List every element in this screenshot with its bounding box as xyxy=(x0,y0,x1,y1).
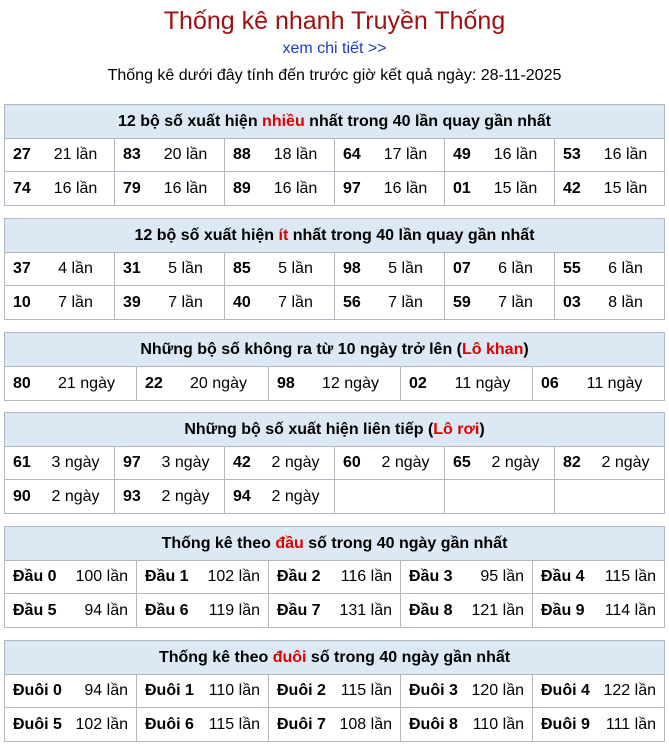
stat-number: 49 xyxy=(453,146,471,163)
heading-text: ) xyxy=(523,341,529,358)
stat-count: 94 lần xyxy=(84,682,128,699)
stat-number: 79 xyxy=(123,179,141,197)
stat-count: 115 lần xyxy=(340,682,392,699)
stat-number: Đuôi 0 xyxy=(13,682,62,699)
stat-count: 95 lần xyxy=(480,568,524,585)
stat-number: Đầu 2 xyxy=(277,568,321,585)
heading-highlight: ít xyxy=(278,227,289,244)
stat-cell xyxy=(137,594,269,627)
heading-text: Thống kê theo xyxy=(158,649,273,666)
stat-cell xyxy=(555,139,664,171)
stat-count: 2 ngày xyxy=(271,487,320,505)
stat-number: Đầu 4 xyxy=(541,568,585,585)
stat-cell xyxy=(445,447,555,479)
stat-count: 110 lần xyxy=(472,715,524,733)
stat-cell xyxy=(533,675,664,707)
stat-number: 85 xyxy=(233,260,251,277)
stat-count: 16 lần xyxy=(53,179,98,197)
stat-cell xyxy=(445,172,555,205)
page-subtitle: Thống kê dưới đây tính đến trước giờ kết quả ngày: 28-11-2025 xyxy=(107,67,562,84)
stat-cell xyxy=(137,675,269,707)
stat-number: 65 xyxy=(453,454,471,471)
stat-count: 8 lần xyxy=(608,293,643,311)
stat-cell xyxy=(5,480,115,513)
heading-text: ) xyxy=(479,421,485,438)
most-frequent-section xyxy=(4,104,665,206)
stat-cell xyxy=(335,172,445,205)
section-heading xyxy=(5,527,664,561)
stat-count: 7 lần xyxy=(388,293,423,311)
stat-number: 59 xyxy=(453,293,471,311)
stat-count: 17 lần xyxy=(383,146,428,163)
stat-count: 16 lần xyxy=(273,179,318,197)
table-row xyxy=(5,594,664,627)
section-heading xyxy=(5,105,664,139)
heading-text: 12 bộ số xuất hiện xyxy=(134,227,279,244)
heading-highlight: đầu xyxy=(275,535,304,552)
least-frequent-section xyxy=(4,218,665,320)
stat-cell xyxy=(269,675,401,707)
stat-count: 115 lần xyxy=(604,568,656,585)
section-heading xyxy=(5,219,664,253)
heading-text: nhất trong 40 lần quay gần nhất xyxy=(304,113,551,130)
stat-number: 53 xyxy=(563,146,581,163)
stat-cell xyxy=(5,447,115,479)
stat-count: 7 lần xyxy=(498,293,533,311)
stat-number: 83 xyxy=(123,146,141,163)
stat-count: 16 lần xyxy=(603,146,648,163)
stat-cell xyxy=(225,480,335,513)
stat-cell xyxy=(115,286,225,319)
stat-count: 119 lần xyxy=(208,601,260,619)
stat-cell xyxy=(5,594,137,627)
stat-cell xyxy=(5,286,115,319)
stat-number: 55 xyxy=(563,260,581,277)
stat-count: 110 lần xyxy=(208,682,260,699)
stat-number: 42 xyxy=(233,454,251,471)
stat-cell xyxy=(555,480,664,513)
stat-count: 6 lần xyxy=(498,260,533,277)
stat-count: 5 lần xyxy=(278,260,313,277)
stat-cell xyxy=(137,561,269,593)
stat-cell xyxy=(115,172,225,205)
stat-number: 80 xyxy=(13,374,31,392)
table-row xyxy=(5,139,664,172)
stat-count: 4 lần xyxy=(58,260,93,277)
stat-number: Đầu 8 xyxy=(409,601,453,619)
stat-cell xyxy=(5,253,115,285)
stat-cell xyxy=(335,139,445,171)
stat-cell xyxy=(225,139,335,171)
table-row xyxy=(5,708,664,741)
stat-cell xyxy=(401,367,533,400)
stat-count: 102 lần xyxy=(207,568,260,585)
stat-count: 16 lần xyxy=(163,179,208,197)
stat-cell xyxy=(401,675,533,707)
stat-cell xyxy=(5,172,115,205)
stat-count: 7 lần xyxy=(278,293,313,311)
stat-number: 93 xyxy=(123,487,141,505)
stat-cell xyxy=(137,367,269,400)
stat-cell xyxy=(269,367,401,400)
stat-count: 2 ngày xyxy=(271,454,320,471)
heading-text: nhất trong 40 lần quay gần nhất xyxy=(288,227,535,244)
stat-count: 2 ngày xyxy=(491,454,540,471)
stat-cell xyxy=(555,172,664,205)
stat-number: 56 xyxy=(343,293,361,311)
stat-cell xyxy=(5,675,137,707)
stat-number: 03 xyxy=(563,293,581,311)
stat-count: 18 lần xyxy=(273,146,318,163)
stat-number: Đầu 1 xyxy=(145,568,189,585)
stat-cell xyxy=(533,561,664,593)
stat-count: 111 lần xyxy=(605,715,656,733)
stat-number: Đuôi 8 xyxy=(409,715,458,733)
table-row xyxy=(5,172,664,205)
stat-count: 11 ngày xyxy=(586,374,643,392)
page-title: Thống kê nhanh Truyền Thống xyxy=(163,7,506,35)
heading-text: số trong 40 ngày gần nhất xyxy=(306,649,511,666)
heading-highlight: nhiều xyxy=(262,113,305,130)
stat-number: 97 xyxy=(123,454,141,471)
stat-number: Đuôi 3 xyxy=(409,682,458,699)
stat-cell xyxy=(115,447,225,479)
stat-number: 37 xyxy=(13,260,31,277)
stat-number: 10 xyxy=(13,293,31,311)
stat-number: 07 xyxy=(453,260,471,277)
stat-count: 115 lần xyxy=(208,715,260,733)
stat-number: 89 xyxy=(233,179,251,197)
stat-cell xyxy=(5,367,137,400)
stat-cell xyxy=(445,253,555,285)
tail-digit-section xyxy=(4,640,665,742)
stat-cell xyxy=(5,708,137,741)
stat-number: 02 xyxy=(409,374,427,392)
stat-count: 5 lần xyxy=(388,260,423,277)
stat-count: 94 lần xyxy=(84,601,128,619)
stat-count: 2 ngày xyxy=(161,487,210,505)
stat-cell xyxy=(445,286,555,319)
stat-number: 82 xyxy=(563,454,581,471)
stat-cell xyxy=(401,708,533,741)
stat-count: 100 lần xyxy=(75,568,128,585)
stat-cell xyxy=(533,367,664,400)
section-heading xyxy=(5,333,664,367)
stat-number: Đầu 5 xyxy=(13,601,57,619)
stat-count: 21 lần xyxy=(53,146,98,163)
lo-khan-section xyxy=(4,332,665,401)
heading-text: số trong 40 ngày gần nhất xyxy=(303,535,508,552)
stat-cell xyxy=(225,286,335,319)
lo-roi-section xyxy=(4,412,665,514)
stat-count: 2 ngày xyxy=(381,454,430,471)
stat-number: 88 xyxy=(233,146,251,163)
stat-number: Đuôi 7 xyxy=(277,715,326,733)
stat-count: 5 lần xyxy=(168,260,203,277)
stat-number: 94 xyxy=(233,487,251,505)
stat-cell xyxy=(401,561,533,593)
stat-cell xyxy=(115,139,225,171)
stat-cell xyxy=(225,447,335,479)
stat-cell xyxy=(269,594,401,627)
stat-number: 39 xyxy=(123,293,141,311)
stat-number: 98 xyxy=(277,374,295,392)
stat-count: 2 ngày xyxy=(601,454,650,471)
stat-count: 121 lần xyxy=(471,601,524,619)
stat-cell xyxy=(445,480,555,513)
stat-cell xyxy=(555,253,664,285)
stat-count: 16 lần xyxy=(493,146,538,163)
stat-count: 108 lần xyxy=(339,715,392,733)
stat-cell xyxy=(225,172,335,205)
heading-text: 12 bộ số xuất hiện xyxy=(118,113,263,130)
table-row xyxy=(5,675,664,708)
stat-number: Đầu 0 xyxy=(13,568,57,585)
heading-text: Những bộ số xuất hiện liên tiếp ( xyxy=(184,421,434,438)
stat-number: 61 xyxy=(13,454,31,471)
stat-number: Đầu 6 xyxy=(145,601,189,619)
stat-cell xyxy=(269,708,401,741)
stat-number: Đuôi 4 xyxy=(541,682,590,699)
stat-count: 131 lần xyxy=(339,601,392,619)
stat-cell xyxy=(115,253,225,285)
stat-cell xyxy=(335,480,445,513)
heading-highlight: Lô khan xyxy=(462,341,524,358)
stat-cell xyxy=(445,139,555,171)
stat-number: Đầu 3 xyxy=(409,568,453,585)
heading-text: Những bộ số không ra từ 10 ngày trở lên ( xyxy=(140,341,462,358)
table-row xyxy=(5,367,664,400)
stat-number: Đuôi 5 xyxy=(13,715,62,733)
stat-number: 40 xyxy=(233,293,251,311)
stat-cell xyxy=(137,708,269,741)
section-heading xyxy=(5,641,664,675)
stat-cell xyxy=(533,708,664,741)
stat-number: Đuôi 6 xyxy=(145,715,194,733)
heading-highlight: Lô rơi xyxy=(433,421,480,438)
stat-cell xyxy=(533,594,664,627)
stat-cell xyxy=(225,253,335,285)
stat-count: 21 ngày xyxy=(58,374,115,392)
stat-number: 98 xyxy=(343,260,361,277)
stat-cell xyxy=(335,253,445,285)
heading-text: Thống kê theo xyxy=(161,535,276,552)
heading-highlight: đuôi xyxy=(272,649,307,666)
stat-count: 120 lần xyxy=(471,682,524,699)
stat-count: 15 lần xyxy=(493,179,538,197)
stat-count: 116 lần xyxy=(340,568,392,585)
stat-number: Đuôi 1 xyxy=(145,682,194,699)
stat-count: 16 lần xyxy=(383,179,428,197)
stat-count: 114 lần xyxy=(604,601,656,619)
stat-number: Đầu 7 xyxy=(277,601,321,619)
stat-number: 90 xyxy=(13,487,31,505)
stat-number: 01 xyxy=(453,179,471,197)
stat-count: 12 ngày xyxy=(322,374,379,392)
stat-count: 20 lần xyxy=(163,146,208,163)
stat-count: 7 lần xyxy=(58,293,93,311)
stat-count: 6 lần xyxy=(608,260,643,277)
table-row xyxy=(5,480,664,513)
stat-count: 15 lần xyxy=(603,179,648,197)
stat-cell xyxy=(555,447,664,479)
stat-count: 3 ngày xyxy=(51,454,100,471)
table-row xyxy=(5,447,664,480)
stat-number: 27 xyxy=(13,146,31,163)
stat-number: 22 xyxy=(145,374,163,392)
head-digit-section xyxy=(4,526,665,628)
stat-cell xyxy=(5,561,137,593)
stat-number: 64 xyxy=(343,146,361,163)
stat-number: 97 xyxy=(343,179,361,197)
stat-count: 11 ngày xyxy=(454,374,511,392)
stat-cell xyxy=(335,286,445,319)
stat-cell xyxy=(335,447,445,479)
stat-count: 3 ngày xyxy=(161,454,210,471)
table-row xyxy=(5,253,664,286)
table-row xyxy=(5,286,664,319)
stat-number: Đuôi 9 xyxy=(541,715,590,733)
stat-count: 20 ngày xyxy=(190,374,247,392)
stat-count: 102 lần xyxy=(75,715,128,733)
page-header xyxy=(0,0,669,96)
stat-cell xyxy=(269,561,401,593)
stat-count: 7 lần xyxy=(168,293,203,311)
stat-cell xyxy=(115,480,225,513)
stat-number: 06 xyxy=(541,374,559,392)
stat-cell xyxy=(555,286,664,319)
stat-number: 42 xyxy=(563,179,581,197)
stat-cell xyxy=(5,139,115,171)
stat-number: Đuôi 2 xyxy=(277,682,326,699)
stat-number: 60 xyxy=(343,454,361,471)
stat-number: 74 xyxy=(13,179,31,197)
stat-cell xyxy=(401,594,533,627)
stat-count: 122 lần xyxy=(603,682,656,699)
stat-number: Đầu 9 xyxy=(541,601,585,619)
stat-count: 2 ngày xyxy=(51,487,100,505)
stat-number: 31 xyxy=(123,260,141,277)
table-row xyxy=(5,561,664,594)
view-details-link[interactable]: xem chi tiết >> xyxy=(282,40,387,57)
section-heading xyxy=(5,413,664,447)
